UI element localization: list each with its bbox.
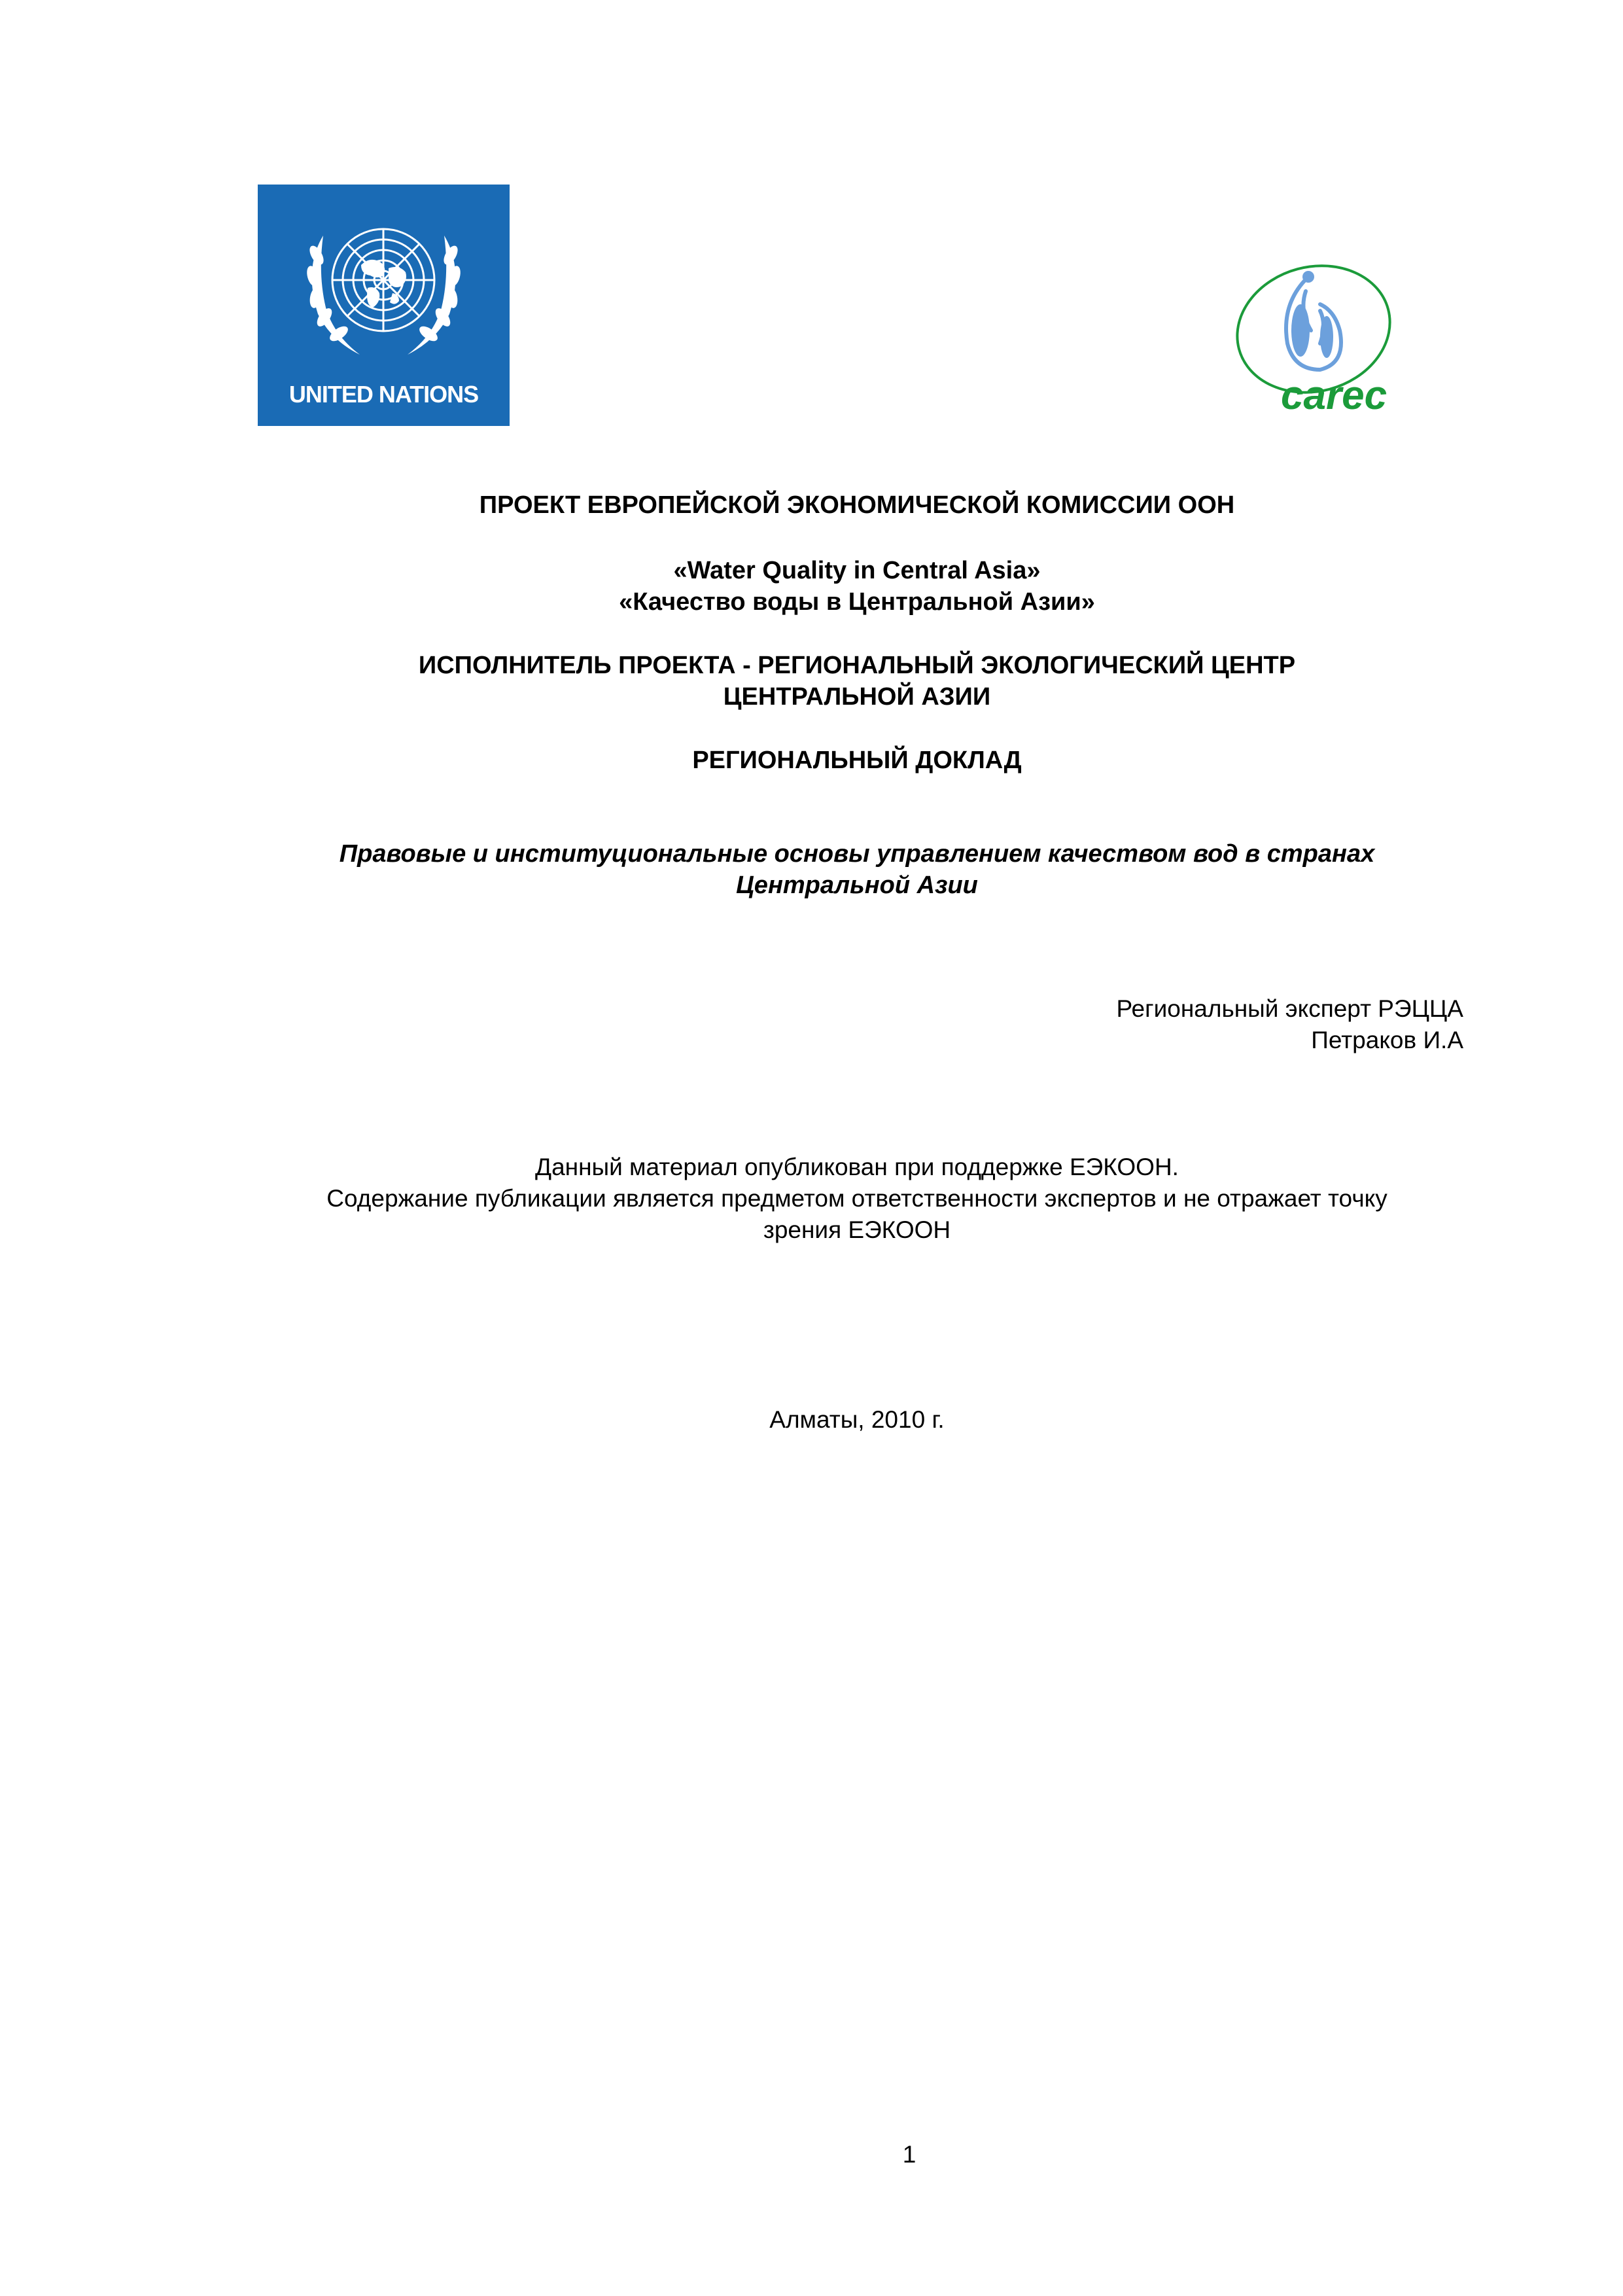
report-subtitle-line-2: Центральной Азии: [736, 872, 978, 899]
place-date: Алматы, 2010 г.: [769, 1406, 945, 1433]
project-title: ПРОЕКТ ЕВРОПЕЙСКОЙ ЭКОНОМИЧЕСКОЙ КОМИССИИ ООН: [479, 491, 1235, 519]
report-type: РЕГИОНАЛЬНЫЙ ДОКЛАД: [692, 747, 1022, 774]
disclaimer-line-3: зрения ЕЭКООН: [763, 1216, 951, 1243]
disclaimer-line-1: Данный материал опубликован при поддержке ЕЭКООН.: [535, 1154, 1179, 1180]
carec-emblem-icon: [1229, 252, 1399, 419]
executor-line-2: ЦЕНТРАЛЬНОЙ АЗИИ: [723, 683, 991, 711]
carec-logo: [1229, 252, 1399, 419]
un-emblem-icon: [284, 203, 483, 363]
author-name: Петраков И.А: [1311, 1027, 1463, 1053]
project-name-ru: «Качество воды в Центральной Азии»: [619, 588, 1095, 616]
disclaimer-line-2: Содержание публикации является предметом ответственности экспертов и не отражает точку: [326, 1185, 1387, 1212]
united-nations-logo: [258, 185, 510, 426]
un-logo-label: UNITED NATIONS: [288, 381, 479, 408]
executor-line-1: ИСПОЛНИТЕЛЬ ПРОЕКТА - РЕГИОНАЛЬНЫЙ ЭКОЛОГИЧЕСКИЙ ЦЕНТР: [418, 652, 1296, 679]
author-role: Региональный эксперт РЭЦЦА: [1116, 995, 1463, 1022]
page-number: 1: [902, 2141, 916, 2168]
carec-logo-label: carec: [1281, 373, 1387, 418]
project-name-en: «Water Quality in Central Asia»: [673, 557, 1041, 584]
report-subtitle-line-1: Правовые и институциональные основы управлением качеством вод в странах: [339, 840, 1375, 868]
